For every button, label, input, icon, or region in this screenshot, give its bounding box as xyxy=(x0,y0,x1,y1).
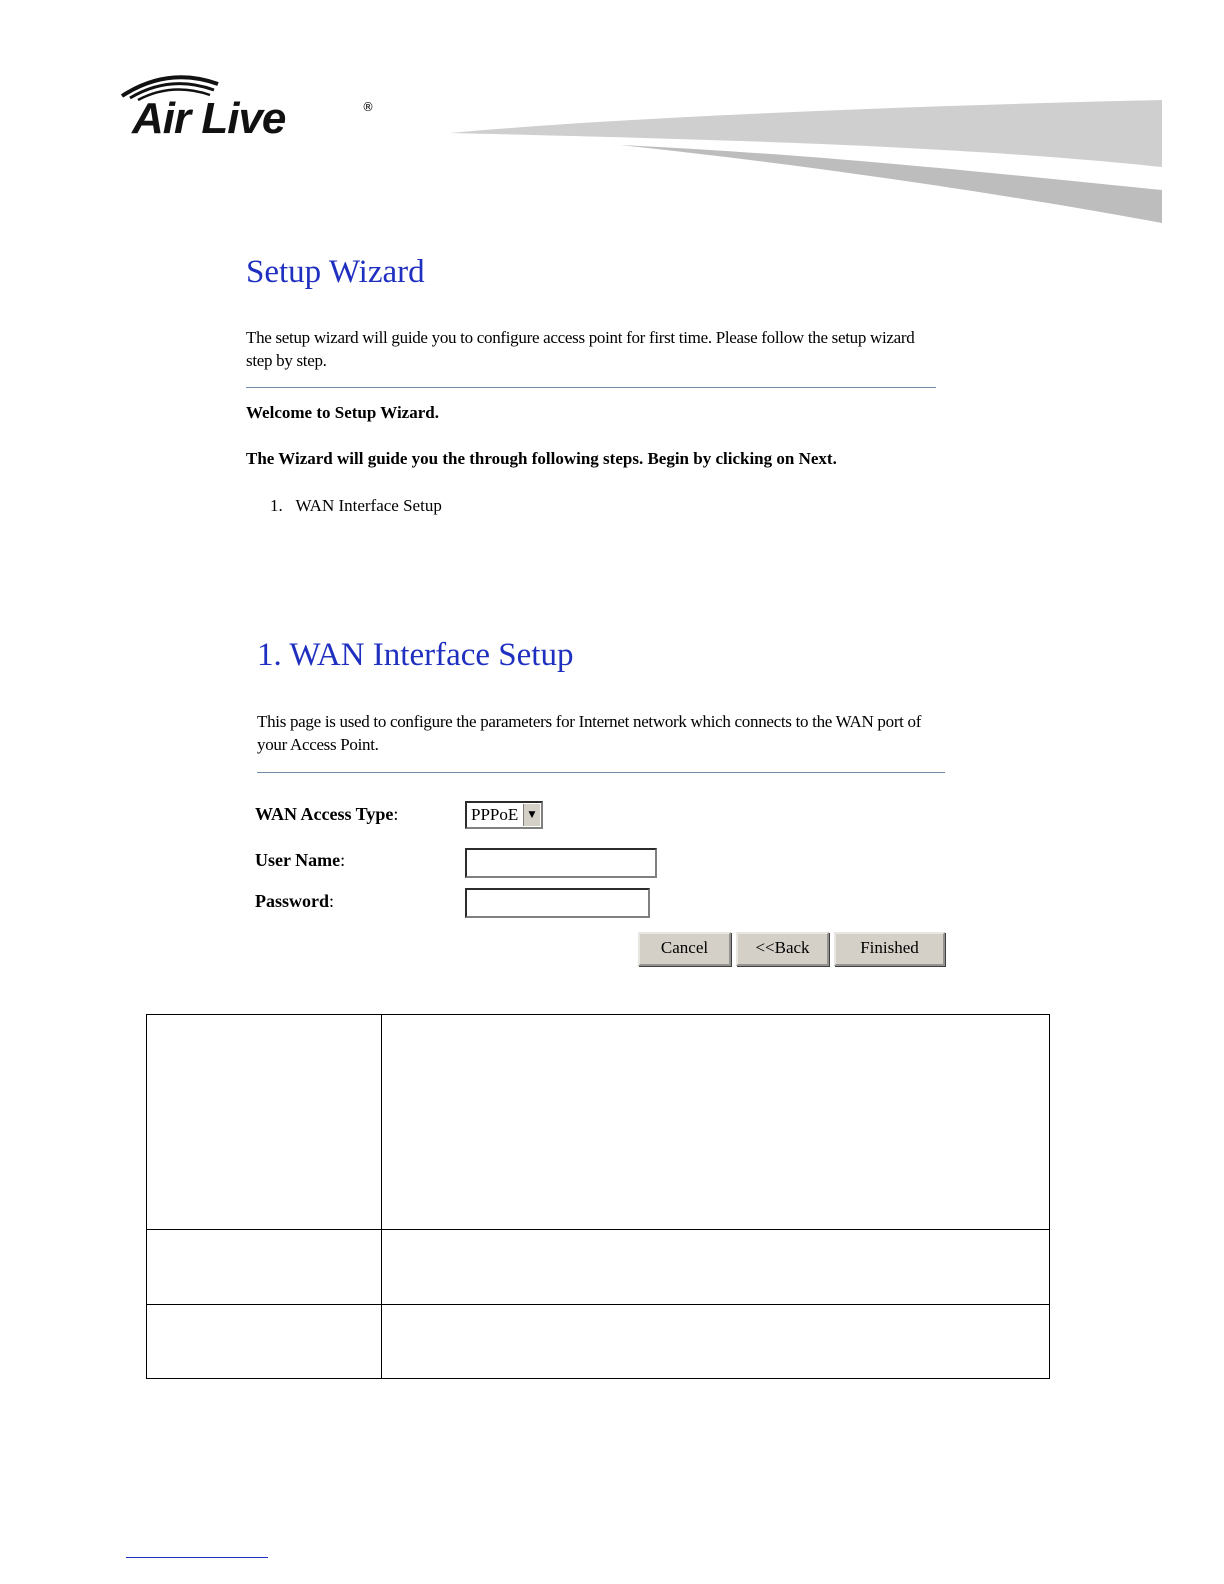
description-table xyxy=(146,1014,1050,1379)
wan-setup-title: 1. WAN Interface Setup xyxy=(257,637,574,673)
guide-text: The Wizard will guide you the through following steps. Begin by clicking on Next. xyxy=(246,449,837,468)
header-swoosh xyxy=(450,95,1162,230)
welcome-text: Welcome to Setup Wizard. xyxy=(246,403,439,422)
table-row-divider xyxy=(147,1229,1049,1230)
registered-mark: ® xyxy=(362,100,374,114)
divider xyxy=(246,387,936,388)
chevron-down-icon[interactable]: ▼ xyxy=(523,804,540,826)
back-button[interactable]: <<Back xyxy=(736,932,829,966)
user-name-input[interactable] xyxy=(465,848,657,878)
brand-name: Air Live xyxy=(132,94,286,143)
step-list-item: 1. WAN Interface Setup xyxy=(270,496,442,515)
wan-access-type-label: WAN Access Type: xyxy=(255,804,399,824)
finished-button[interactable]: Finished xyxy=(834,932,945,966)
divider xyxy=(257,772,945,773)
footer-divider xyxy=(126,1557,268,1558)
setup-wizard-intro: The setup wizard will guide you to configure access point for first time. Please follow the setup wizard step by step. xyxy=(246,328,915,370)
cancel-button[interactable]: Cancel xyxy=(638,932,731,966)
airlive-logo xyxy=(118,70,378,146)
table-row-divider xyxy=(147,1304,1049,1305)
password-label: Password: xyxy=(255,891,335,911)
wan-setup-intro: This page is used to configure the parameters for Internet network which connects to the WAN port of your Access Point. xyxy=(257,712,922,754)
table-column-divider xyxy=(381,1015,382,1378)
wan-access-type-select[interactable] xyxy=(465,801,543,829)
wan-access-type-value: PPPoE xyxy=(471,805,519,824)
user-name-label: User Name: xyxy=(255,850,346,870)
password-input[interactable] xyxy=(465,888,650,918)
setup-wizard-title: Setup Wizard xyxy=(246,254,425,290)
